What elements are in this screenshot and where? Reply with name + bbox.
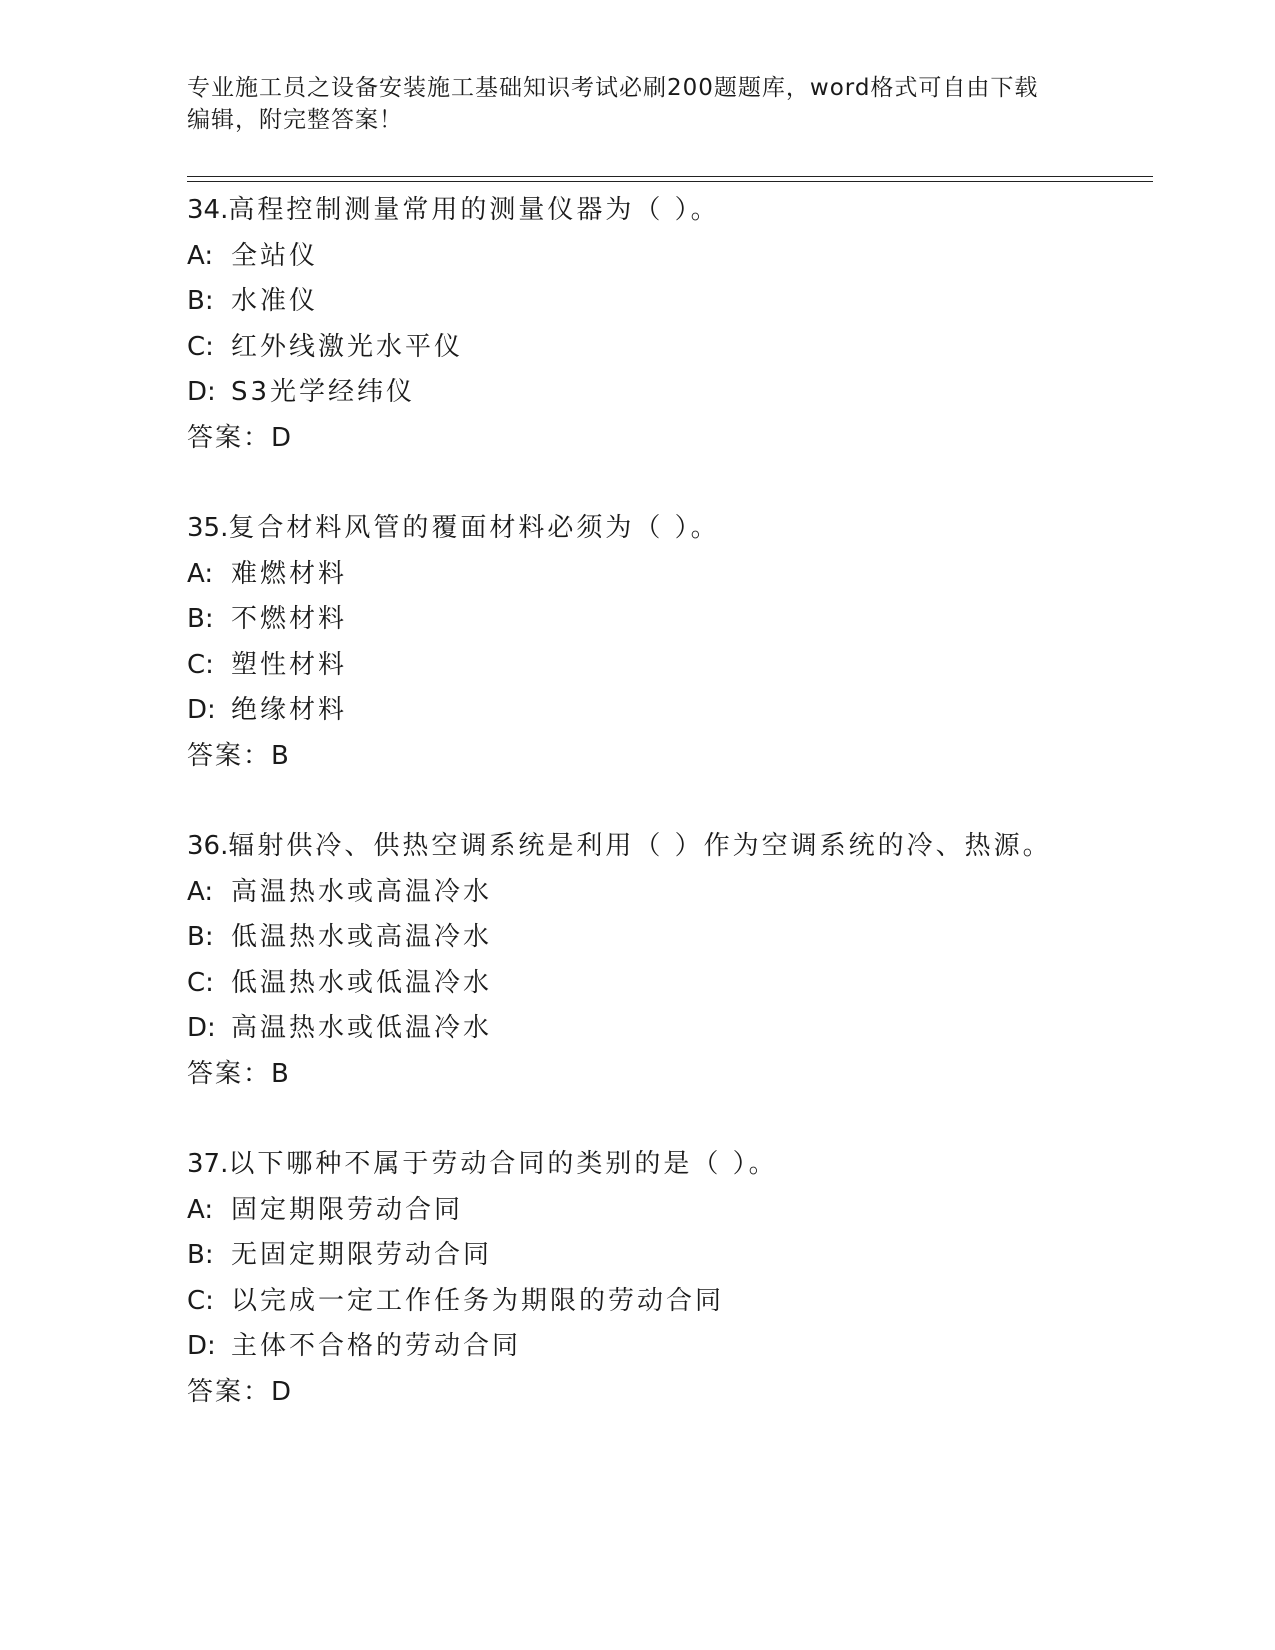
question-number: 36. [187, 831, 229, 861]
answer-label: 答案： [187, 422, 272, 453]
question-text: 以下哪种不属于劳动合同的类别的是（ ）。 [228, 1149, 778, 1179]
question-item [187, 188, 1153, 506]
option-text: 无固定期限劳动合同 [231, 1240, 493, 1270]
answer-label: 答案： [187, 1376, 272, 1407]
answer-line [187, 734, 1153, 780]
question-text: 复合材料风管的覆面材料必须为（ ）。 [228, 513, 720, 543]
answer-value: D [271, 1376, 292, 1407]
question-item [187, 506, 1153, 824]
option-letter: D: [187, 377, 216, 407]
option-c [187, 961, 1153, 1007]
option-letter: D: [187, 1013, 216, 1043]
option-letter: C: [187, 967, 214, 998]
option-d [187, 1006, 1153, 1052]
answer-line [187, 1370, 1153, 1416]
question-stem [187, 506, 1153, 552]
option-letter: A: [187, 558, 214, 589]
option-a [187, 1188, 1153, 1234]
option-text: 高温热水或高温冷水 [231, 876, 493, 907]
answer-label: 答案： [187, 1058, 272, 1089]
option-text: 全站仪 [231, 240, 319, 271]
answer-value: D [271, 422, 292, 453]
option-text: 水准仪 [231, 286, 319, 316]
option-b [187, 915, 1153, 961]
option-letter: B: [187, 604, 214, 634]
option-letter: D: [187, 1331, 216, 1361]
question-list [187, 188, 1153, 1460]
header-title-line-1: 专业施工员之设备安装施工基础知识考试必刷200题题库，word格式可自由下载 [187, 75, 1039, 101]
question-number: 34. [187, 195, 229, 225]
option-text: 塑性材料 [231, 649, 348, 680]
answer-label: 答案： [187, 740, 272, 771]
header-divider-top [187, 176, 1153, 177]
option-letter: C: [187, 649, 214, 680]
document-header [187, 72, 1087, 136]
option-text: 以完成一定工作任务为期限的劳动合同 [231, 1285, 725, 1316]
option-text: 低温热水或高温冷水 [231, 922, 493, 952]
option-text: 高温热水或低温冷水 [231, 1013, 493, 1043]
option-b [187, 597, 1153, 643]
option-letter: D: [187, 695, 216, 725]
option-d [187, 688, 1153, 734]
option-a [187, 870, 1153, 916]
option-letter: C: [187, 331, 214, 362]
question-text: 辐射供冷、供热空调系统是利用（ ）作为空调系统的冷、热源。 [228, 831, 1052, 861]
option-letter: A: [187, 240, 214, 271]
question-stem [187, 1142, 1153, 1188]
option-c [187, 1279, 1153, 1325]
answer-value: B [271, 740, 289, 771]
answer-line [187, 1052, 1153, 1098]
header-title-line-2: 编辑，附完整答案！ [187, 107, 403, 133]
header-divider-bottom [187, 181, 1153, 182]
option-text: 红外线激光水平仪 [231, 331, 464, 362]
answer-value: B [271, 1058, 289, 1089]
option-d [187, 370, 1153, 416]
option-letter: B: [187, 1240, 214, 1270]
option-c [187, 643, 1153, 689]
question-item [187, 824, 1153, 1142]
question-stem [187, 824, 1153, 870]
option-letter: B: [187, 286, 214, 316]
question-number: 35. [187, 513, 229, 543]
option-letter: C: [187, 1285, 214, 1316]
question-item [187, 1142, 1153, 1460]
option-b [187, 279, 1153, 325]
option-letter: A: [187, 876, 214, 907]
option-text: 固定期限劳动合同 [231, 1194, 464, 1225]
answer-line [187, 416, 1153, 462]
option-text: 主体不合格的劳动合同 [231, 1331, 522, 1361]
option-text: S3光学经纬仪 [231, 377, 416, 407]
option-d [187, 1324, 1153, 1370]
option-text: 绝缘材料 [231, 695, 348, 725]
question-stem [187, 188, 1153, 234]
question-number: 37. [187, 1149, 229, 1179]
option-b [187, 1233, 1153, 1279]
option-text: 不燃材料 [231, 604, 348, 634]
option-letter: B: [187, 922, 214, 952]
option-text: 低温热水或低温冷水 [231, 967, 493, 998]
option-letter: A: [187, 1194, 214, 1225]
option-text: 难燃材料 [231, 558, 348, 589]
option-a [187, 234, 1153, 280]
option-a [187, 552, 1153, 598]
option-c [187, 325, 1153, 371]
question-text: 高程控制测量常用的测量仪器为（ ）。 [228, 195, 720, 225]
